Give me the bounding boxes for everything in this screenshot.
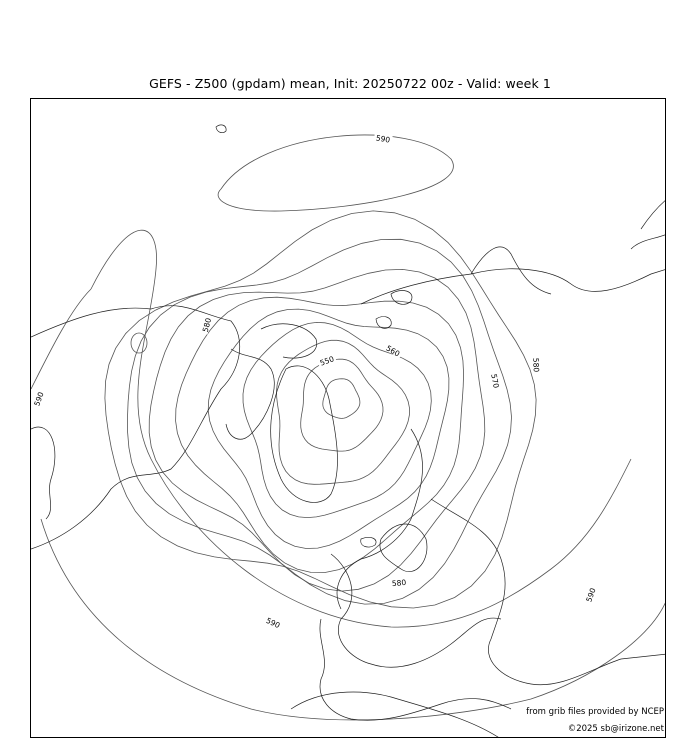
coastline	[216, 125, 226, 133]
contour-line	[218, 135, 453, 211]
contour-label: 580	[391, 577, 407, 589]
coastline	[361, 269, 666, 304]
coastline	[361, 537, 376, 547]
contour-label: 590	[264, 615, 282, 631]
coastline	[631, 234, 666, 249]
contour-line	[301, 359, 383, 451]
contour-line	[323, 379, 360, 419]
contour-label: 570	[489, 373, 501, 389]
contour-label: 560	[384, 343, 402, 359]
coastline	[641, 199, 666, 229]
contour-label: 590	[375, 133, 391, 145]
map-title: GEFS - Z500 (gpdam) mean, Init: 20250722 00z - Valid: week 1	[149, 76, 551, 91]
contour-line	[131, 333, 147, 353]
coastline	[431, 499, 666, 685]
contour-label: 580	[531, 357, 541, 373]
map-frame	[30, 98, 666, 738]
data-source-credit: from grib files provided by NCEP	[526, 707, 664, 717]
contour-label: 590	[584, 586, 598, 604]
contour-line	[149, 269, 485, 591]
contour-label: 550	[318, 354, 336, 368]
contour-line	[277, 340, 410, 484]
coastline	[226, 349, 274, 439]
coastline	[331, 554, 501, 667]
contour-line	[31, 289, 91, 389]
contour-label: 590	[32, 390, 46, 408]
coastline	[471, 247, 551, 294]
contour-line	[41, 519, 666, 720]
coastline	[31, 427, 55, 519]
contour-line	[91, 230, 631, 627]
coastline	[261, 324, 317, 358]
polar-map	[31, 99, 666, 738]
coastline	[31, 306, 240, 549]
contour-label: 580	[200, 316, 214, 334]
coastline	[376, 317, 391, 329]
coastline	[320, 619, 511, 720]
contour-line	[105, 211, 536, 608]
copyright-credit: ©2025 sb@irizone.net	[567, 724, 664, 734]
